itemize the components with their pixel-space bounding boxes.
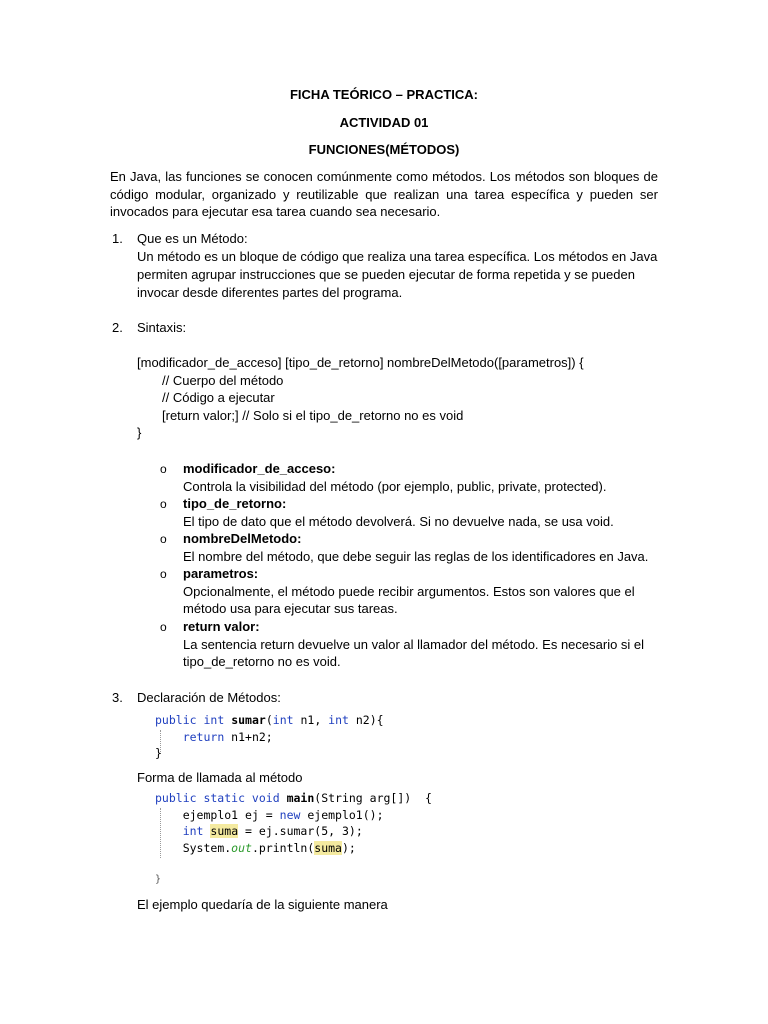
code-token: ejemplo1(); [300,807,384,822]
ending-text: El ejemplo quedaría de la siguiente manera [137,897,388,912]
code-token: ejemplo1 ej = [182,807,280,822]
syntax-line-1: [modificador_de_acceso] [tipo_de_retorno] nombreDelMetodo([parametros]) { [137,355,584,370]
section-2-number: 2. [112,320,123,335]
code-token: public static void [155,791,280,805]
code-token: out [231,840,252,855]
topic-heading: FUNCIONES(MÉTODOS) [308,142,460,157]
bullet-marker: o [160,567,167,581]
code-token: sumar [231,713,266,727]
section-3-number: 3. [112,690,123,705]
code-closing-brace: } [155,874,162,885]
bullet-marker: o [160,497,167,511]
code-token: int [328,713,349,727]
code-token-highlighted: suma [210,824,239,838]
syntax-line-4: [return valor;] // Solo si el tipo_de_retorno no es void [162,408,464,423]
code-token: n2){ [348,713,384,727]
bullet-marker: o [160,532,167,546]
call-label: Forma de llamada al método [137,770,303,785]
section-1-number: 1. [112,231,123,246]
syntax-line-3: // Código a ejecutar [162,390,275,405]
code-token: main [286,791,315,805]
code-token: ); [341,840,356,855]
bullet-desc-return-1: La sentencia return devuelve un valor al llamador del método. Es necesario si el [183,637,645,652]
syntax-line-2: // Cuerpo del método [162,373,284,388]
section-1-line-1: Un método es un bloque de código que realiza una tarea específica. Los métodos en Java [137,249,658,264]
section-1-line-2: permiten agrupar instrucciones que se pueden ejecutar de forma repetida y se pueden [137,267,635,282]
syntax-line-5: } [137,425,142,440]
bullet-term-nombre: nombreDelMetodo: [183,531,302,546]
code-token: .println( [251,840,315,855]
code-token-highlighted: suma [314,840,342,855]
section-1-line-3: invocar desde diferentes partes del programa. [137,285,403,300]
section-1-title: Que es un Método: [137,231,248,246]
code-token: System. [182,840,232,855]
code-sample-declaration [155,712,384,762]
document-title: FICHA TEÓRICO – PRACTICA: [289,87,479,102]
bullet-desc-tipo: El tipo de dato que el método devolverá. Si no devuelve nada, se usa void. [183,514,614,529]
activity-heading: ACTIVIDAD 01 [339,115,429,130]
code-token: public [155,713,197,727]
bullet-term-parametros: parametros: [183,566,259,581]
bullet-desc-modificador: Controla la visibilidad del método (por ejemplo, public, private, protected). [183,479,607,494]
code-token: n1, [293,713,329,727]
bullet-term-tipo: tipo_de_retorno: [183,496,287,511]
code-token: int [203,713,225,727]
bullet-desc-nombre: El nombre del método, que debe seguir las reglas de los identificadores en Java. [183,549,649,564]
bullet-term-return: return valor: [183,619,260,634]
code-sample-call [155,790,432,856]
code-token: int [182,824,204,838]
bullet-desc-return-2: tipo_de_retorno no es void. [183,654,341,669]
bullet-desc-parametros-1: Opcionalmente, el método puede recibir argumentos. Estos son valores que el [183,584,635,599]
bullet-term-modificador: modificador_de_acceso: [183,461,336,476]
bullet-desc-parametros-2: método usa para ejecutar sus tareas. [183,601,398,616]
code-token: (String arg[]) { [314,791,432,805]
code-token: return [182,729,225,744]
intro-paragraph: En Java, las funciones se conocen comúnmente como métodos. Los métodos son bloques de código modular, organizado y reutilizable que realizan una tarea específica y pueden ser invocados para ejecutar esa tarea cuando sea necesario. [110,169,658,220]
section-3-title: Declaración de Métodos: [137,690,281,705]
code-token: n1+n2; [224,729,273,744]
code-token: ( [265,713,273,727]
section-2-title: Sintaxis: [137,320,187,335]
code-token: new [279,807,301,822]
code-token: } [155,746,162,760]
code-token: = ej.sumar(5, 3); [238,824,363,838]
bullet-marker: o [160,462,167,476]
code-token: int [272,713,294,727]
bullet-marker: o [160,620,167,634]
